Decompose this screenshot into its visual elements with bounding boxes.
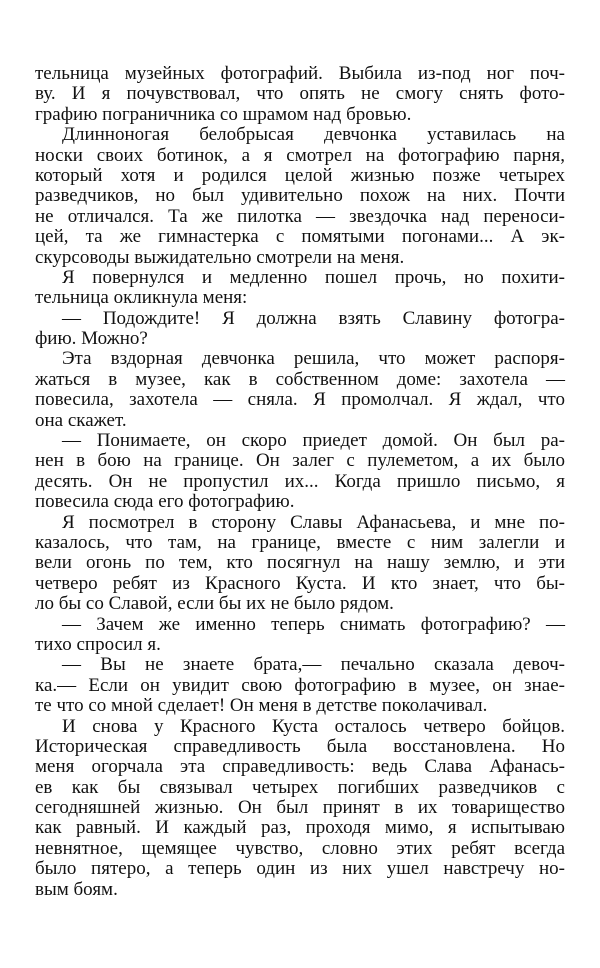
book-page-text bbox=[35, 64, 565, 900]
text-line: который хотя и родился целой жизнью позже четырех bbox=[35, 164, 565, 186]
text-line: невнятное, щемящее чувство, словно этих ребят всегда bbox=[35, 837, 565, 859]
text-line: не отличался. Та же пилотка — звездочка над переноси- bbox=[35, 205, 565, 227]
text-line: — Вы не знаете брата,— печально сказала девоч- bbox=[62, 654, 565, 676]
text-line: — Зачем же именно теперь снимать фотографию? — bbox=[62, 613, 565, 635]
text-line: казалось, что там, на границе, вместе с ним залегли и bbox=[35, 531, 565, 553]
text-line: ло бы со Славой, если бы их не было рядом. bbox=[35, 593, 394, 615]
text-line: Я посмотрел в сторону Славы Афанасьева, и мне по- bbox=[62, 511, 565, 533]
text-line: — Подождите! Я должна взять Славину фотогра- bbox=[62, 307, 565, 329]
text-line: тельница окликнула меня: bbox=[35, 287, 248, 309]
text-line: вым боям. bbox=[35, 878, 118, 900]
text-line: она скажет. bbox=[35, 409, 127, 431]
text-line: ка.— Если он увидит свою фотографию в музее, он знае- bbox=[35, 674, 565, 696]
text-line: Историческая справедливость была восстановлена. Но bbox=[35, 735, 565, 757]
text-line: скурсоводы выжидательно смотрели на меня. bbox=[35, 246, 405, 268]
text-line: Эта вздорная девчонка решила, что может распоря- bbox=[62, 348, 565, 370]
text-line: И снова у Красного Куста осталось четверо бойцов. bbox=[62, 715, 565, 737]
text-line: тельница музейных фотографий. Выбила из-под ног поч- bbox=[35, 63, 565, 84]
text-line: нен в бою на границе. Он залег с пулеметом, а их было bbox=[35, 450, 565, 472]
text-line: Я повернулся и медленно пошел прочь, но похити- bbox=[62, 266, 565, 288]
text-line: фию. Можно? bbox=[35, 328, 148, 350]
text-line: четверо ребят из Красного Куста. И кто знает, что бы- bbox=[35, 572, 565, 594]
text-line: тихо спросил я. bbox=[35, 633, 161, 655]
text-line: ев как бы связывал четырех погибших разведчиков с bbox=[35, 776, 565, 798]
text-line: — Понимаете, он скоро приедет домой. Он был ра- bbox=[62, 430, 565, 452]
text-line: носки своих ботинок, а я смотрел на фотографию парня, bbox=[35, 144, 565, 166]
text-line: вели огонь по тем, кто посягнул на нашу землю, и эти bbox=[35, 552, 565, 574]
text-line: графию пограничника со шрамом над бровью. bbox=[35, 103, 412, 125]
text-line: повесила сюда его фотографию. bbox=[35, 491, 295, 513]
text-line: меня огорчала эта справедливость: ведь Слава Афанась- bbox=[35, 756, 565, 778]
text-line: как равный. И каждый раз, проходя мимо, я испытываю bbox=[35, 817, 565, 839]
text-line: цей, та же гимнастерка с помятыми погонами... А эк- bbox=[35, 226, 565, 248]
text-line: десять. Он не пропустил их... Когда пришло письмо, я bbox=[35, 470, 565, 492]
text-line: сегодняшней жизнью. Он был принят в их товарищество bbox=[35, 797, 565, 819]
text-line: жаться в музее, как в собственном доме: захотела — bbox=[35, 368, 565, 390]
text-line: Длинноногая белобрысая девчонка уставилась на bbox=[62, 124, 565, 146]
text-line: ву. И я почувствовал, что опять не смогу снять фото- bbox=[35, 83, 565, 105]
text-line: те что со мной сделает! Он меня в детстве поколачивал. bbox=[35, 695, 488, 717]
text-line: было пятеро, а теперь один из них ушел навстречу но- bbox=[35, 858, 565, 880]
text-line: разведчиков, но был удивительно похож на них. Почти bbox=[35, 185, 565, 207]
text-line: повесила, захотела — сняла. Я промолчал. Я ждал, что bbox=[35, 389, 565, 411]
